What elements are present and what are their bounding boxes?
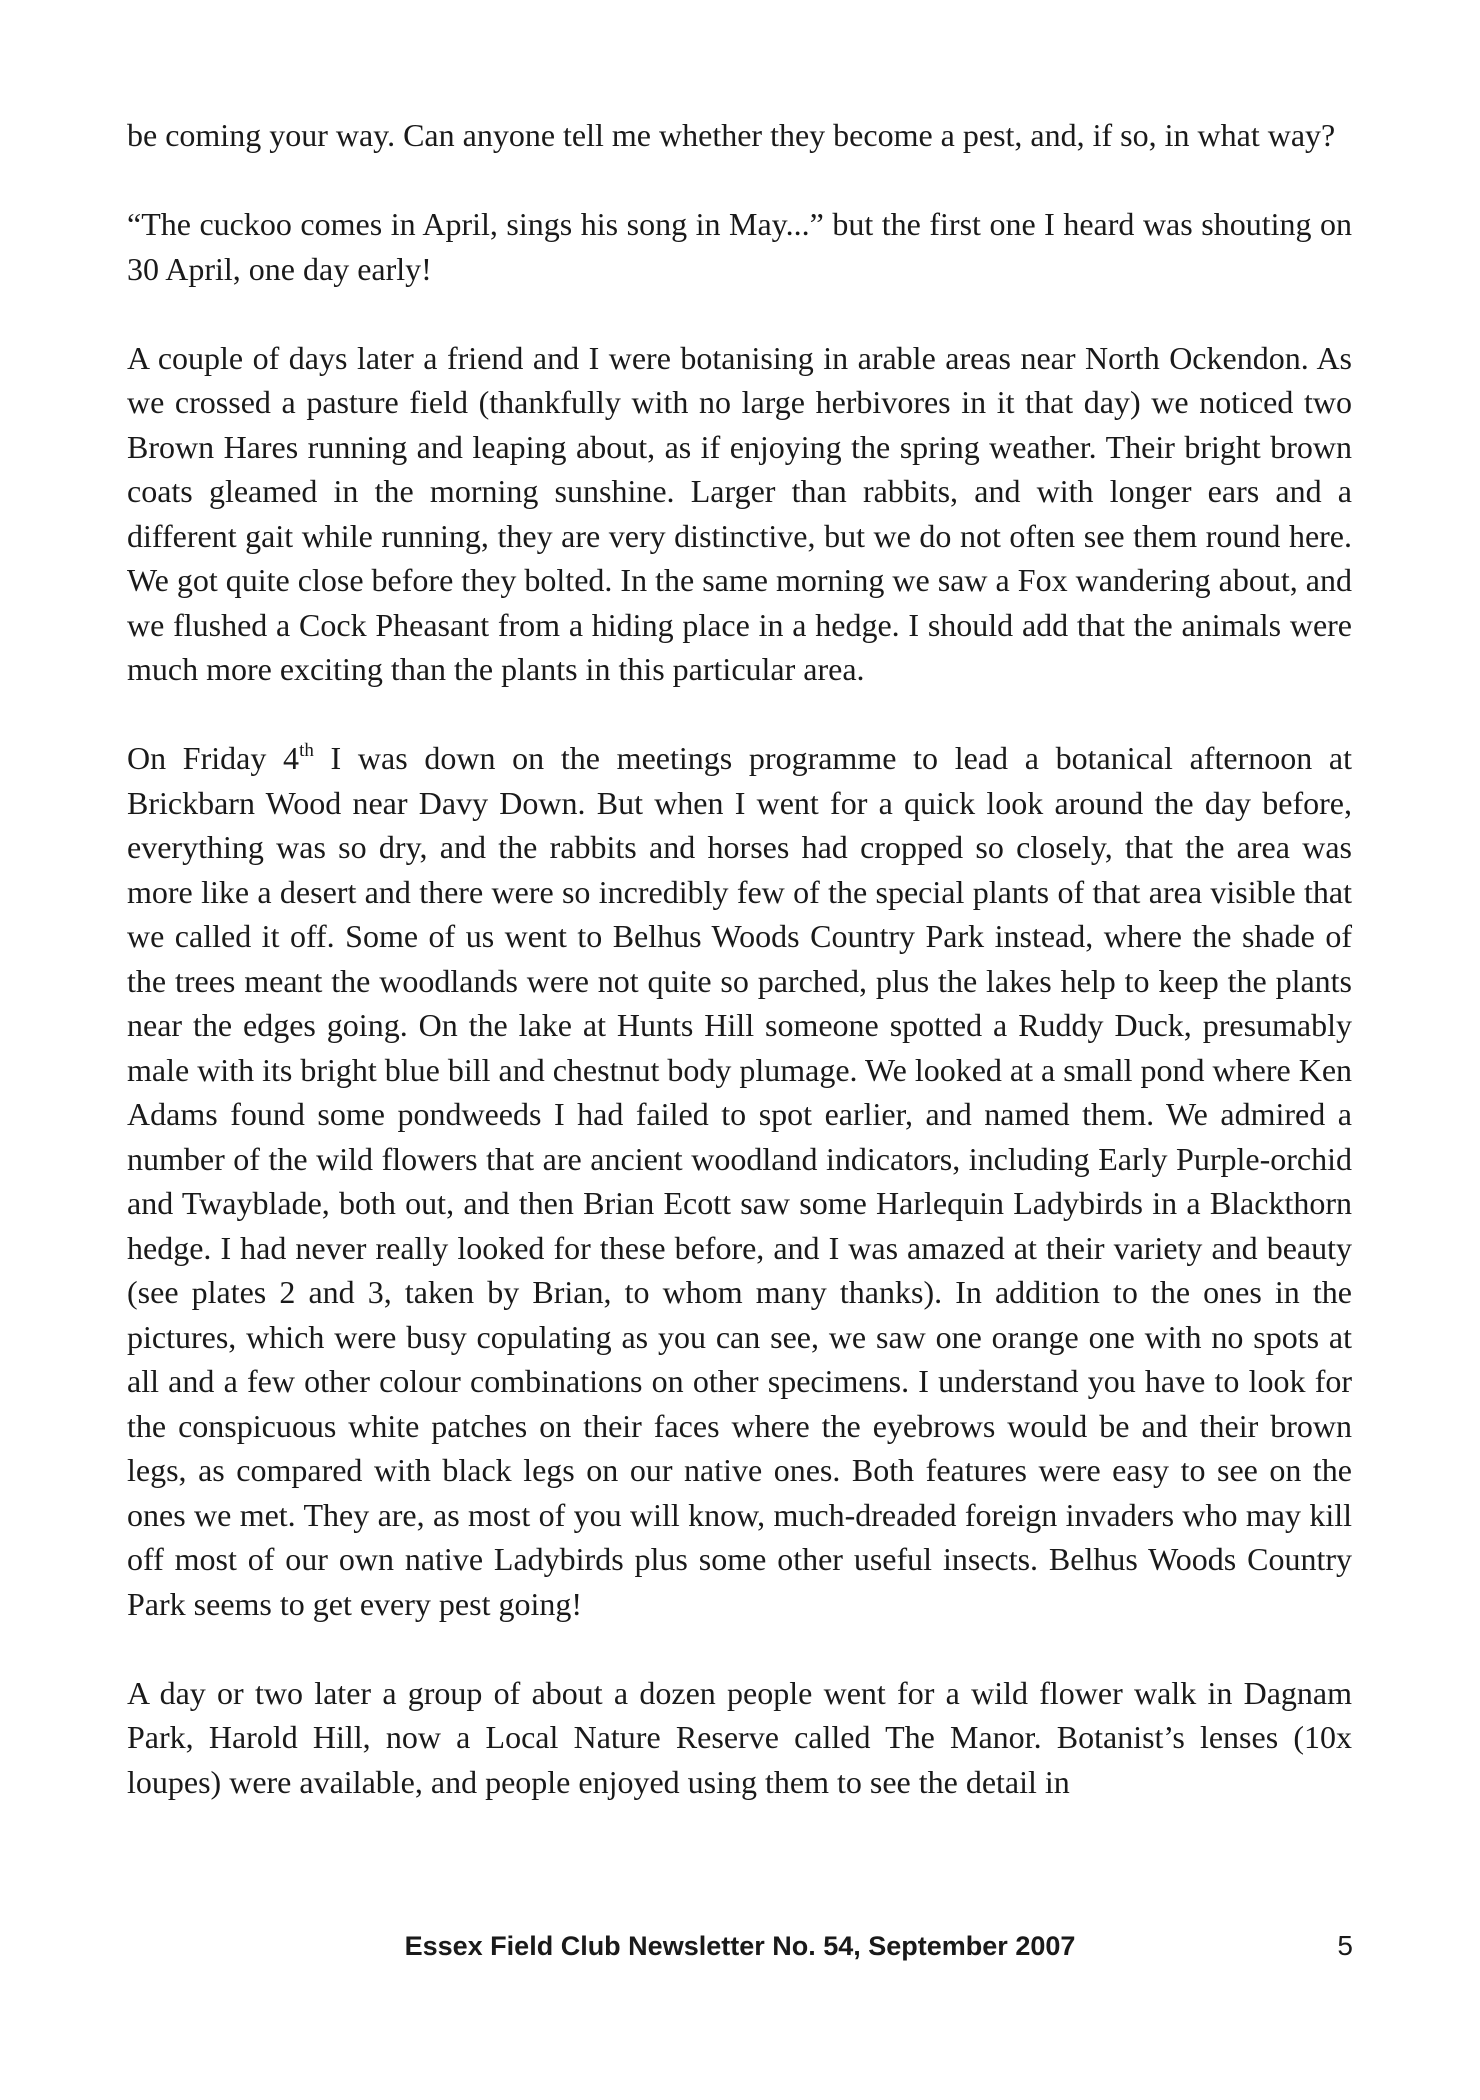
page-number: 5	[1337, 1930, 1353, 1961]
paragraph-2: “The cuckoo comes in April, sings his song in May...” but the first one I heard was shouting on 30 April, one day early!	[127, 206, 1352, 287]
paragraph-4-start: On Friday 4	[127, 740, 300, 776]
paragraph-4-rest: I was down on the meetings programme to lead a botanical afternoon at Brickbarn Wood near Davy Down. But when I went for a quick look around the day before, everything was so dry, and the rabbits and horses had cropped so closely, that the area was more like a desert and there were so incredibly few of the special plants of that area visible that we called it off. Some of us went to Belhus Woods Country Park instead, where the shade of the trees meant the woodlands were not quite so parched, plus the lakes help to keep the plants near the edges going. On the lake at Hunts Hill someone spotted a Ruddy Duck, presumably male with its bright blue bill and chestnut body plumage. We looked at a small pond where Ken Adams found some pondweeds I had failed to spot earlier, and named them. We admired a number of the wild flowers that are ancient woodland indicators, including Early Purple-orchid and Twayblade, both out, and then Brian Ecott saw some Harlequin Ladybirds in a Blackthorn hedge. I had never really looked for these before, and I was amazed at their variety and beauty (see plates 2 and 3, taken by Brian, to whom many thanks). In addition to the ones in the pictures, which were busy copulating as you can see, we saw one orange one with no spots at all and a few other colour combinations on other specimens. I understand you have to look for the conspicuous white patches on their faces where the eyebrows would be and their brown legs, as compared with black legs on our native ones. Both features were easy to see on the ones we met. They are, as most of you will know, much-dreaded foreign invaders who may kill off most of our own native Ladybirds plus some other useful insects. Belhus Woods Country Park seems to get every pest going!	[127, 740, 1353, 1622]
paragraph-1: be coming your way. Can anyone tell me whether they become a pest, and, if so, in what way?	[127, 117, 1336, 153]
article-body	[127, 113, 1352, 1804]
paragraph-4	[127, 736, 1352, 1626]
paragraph-5: A day or two later a group of about a dozen people went for a wild flower walk in Dagnam Park, Harold Hill, now a Local Nature Reserve called The Manor. Botanist’s lenses (10x loupes) were available, and people enjoyed using them to see the detail in	[127, 1674, 1352, 1800]
footer-publication-title: Essex Field Club Newsletter No. 54, September 2007	[404, 1931, 1076, 1961]
paragraph-3: A couple of days later a friend and I were botanising in arable areas near North Ockendon. As we crossed a pasture field (thankfully with no large herbivores in it that day) we noticed two Brown Hares running and leaping about, as if enjoying the spring weather. Their bright brown coats gleamed in the morning sunshine. Larger than rabbits, and with longer ears and a different gait while running, they are very distinctive, but we do not often see them round here. We got quite close before they bolted. In the same morning we saw a Fox wandering about, and we flushed a Cock Pheasant from a hiding place in a hedge. I should add that the animals were much more exciting than the plants in this particular area.	[127, 339, 1352, 687]
ordinal-superscript: th	[299, 740, 314, 761]
